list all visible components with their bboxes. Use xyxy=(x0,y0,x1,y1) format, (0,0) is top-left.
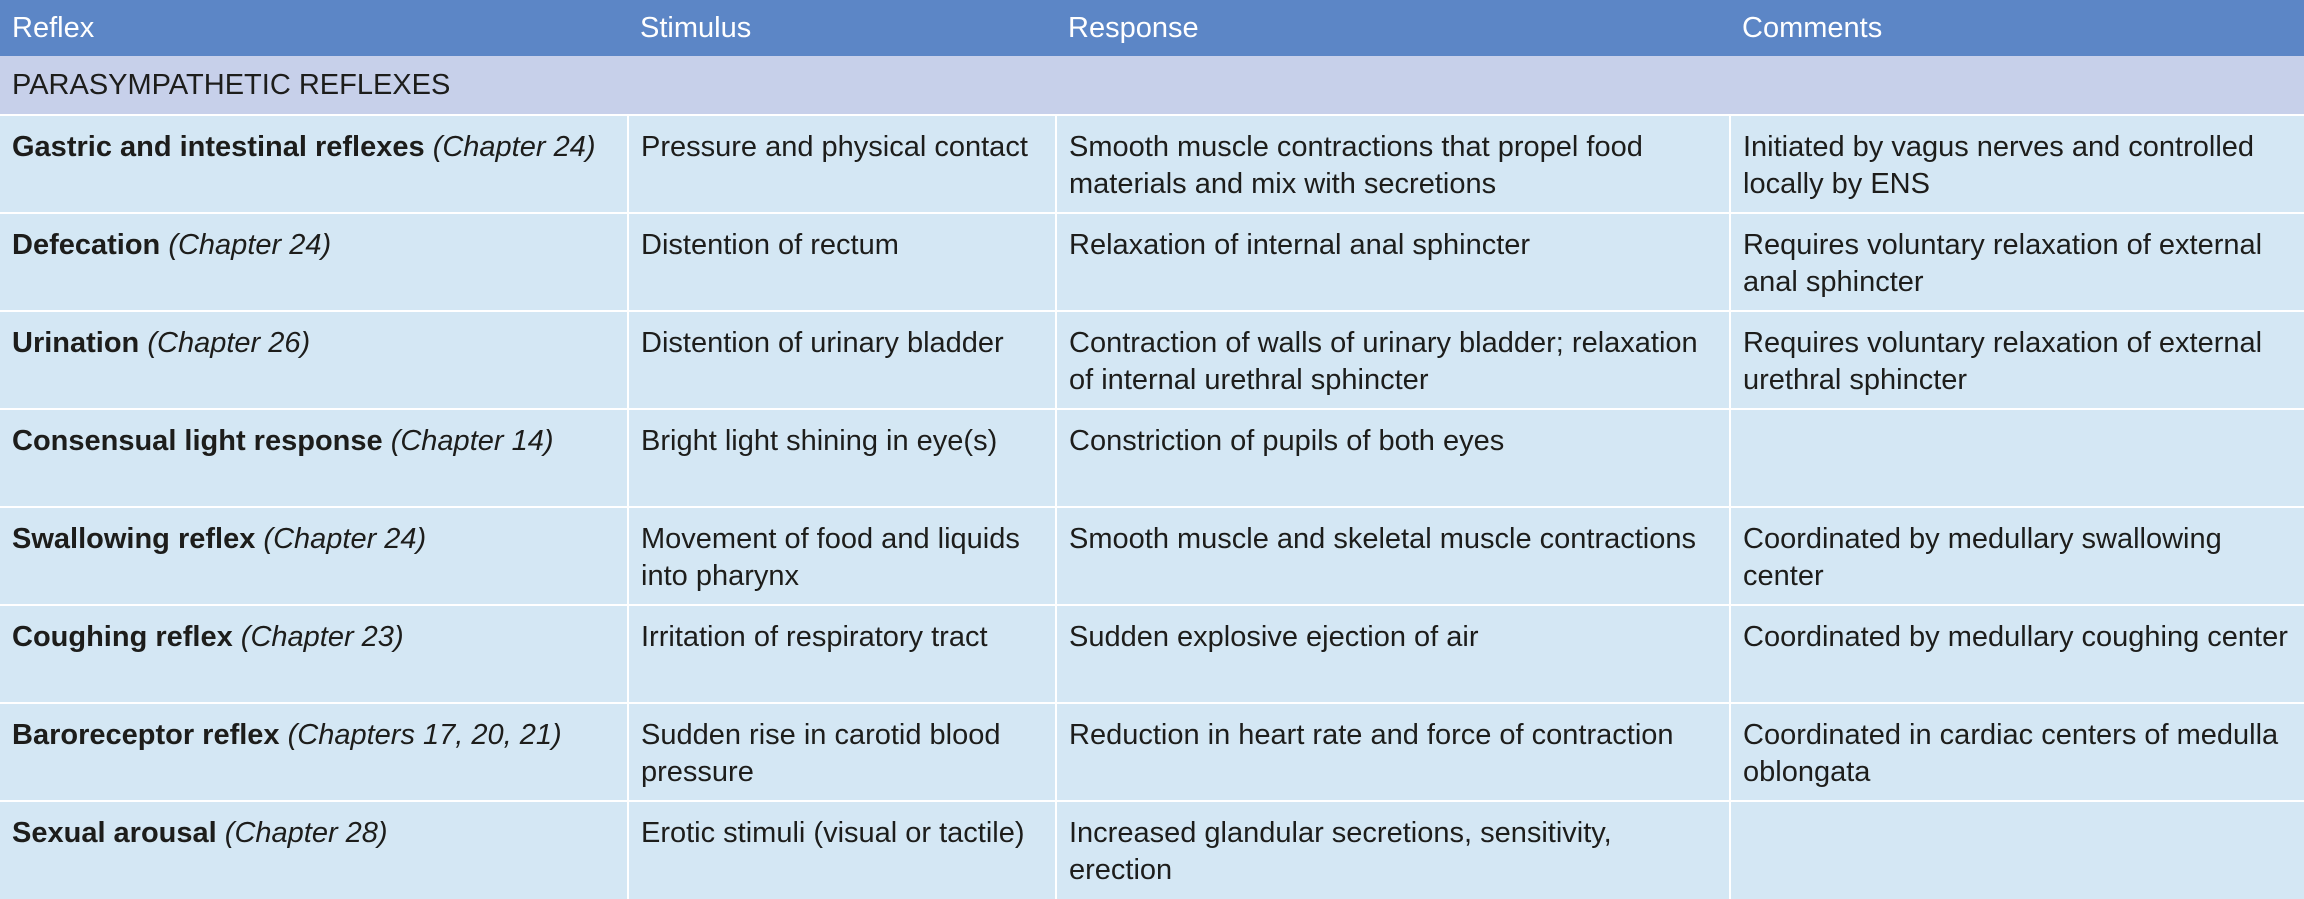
reflex-chapter: (Chapter 24) xyxy=(432,131,596,163)
reflex-name: Swallowing reflex xyxy=(12,523,256,555)
reflex-name: Sexual arousal xyxy=(12,817,217,849)
stimulus-cell: Distention of rectum xyxy=(628,213,1056,311)
reflex-name: Defecation xyxy=(12,229,161,261)
response-cell: Contraction of walls of urinary bladder; relaxation of internal urethral sphincter xyxy=(1056,311,1730,409)
reflex-cell xyxy=(0,213,628,311)
comments-cell: Initiated by vagus nerves and controlled locally by ENS xyxy=(1730,115,2304,213)
stimulus-cell: Distention of urinary bladder xyxy=(628,311,1056,409)
stimulus-cell: Movement of food and liquids into pharynx xyxy=(628,507,1056,605)
comments-cell: Coordinated by medullary swallowing center xyxy=(1730,507,2304,605)
reflex-name: Baroreceptor reflex xyxy=(12,719,280,751)
comments-cell: Coordinated by medullary coughing center xyxy=(1730,605,2304,703)
reflex-cell xyxy=(0,115,628,213)
reflex-name: Urination xyxy=(12,327,140,359)
reflex-chapter: (Chapter 24) xyxy=(263,523,427,555)
comments-cell: Requires voluntary relaxation of external urethral sphincter xyxy=(1730,311,2304,409)
reflex-chapter: (Chapter 24) xyxy=(168,229,332,261)
reflex-name: Coughing reflex xyxy=(12,621,233,653)
section-row xyxy=(0,56,2304,115)
header-response: Response xyxy=(1068,11,1199,44)
table-row xyxy=(0,213,2304,311)
table-row xyxy=(0,115,2304,213)
reflex-cell xyxy=(0,801,628,899)
reflex-cell xyxy=(0,703,628,801)
stimulus-cell: Pressure and physical contact xyxy=(628,115,1056,213)
reflex-cell xyxy=(0,409,628,507)
table-row xyxy=(0,409,2304,507)
comments-cell: Coordinated in cardiac centers of medulla oblongata xyxy=(1730,703,2304,801)
stimulus-cell: Irritation of respiratory tract xyxy=(628,605,1056,703)
table-row xyxy=(0,605,2304,703)
header-row xyxy=(0,0,2304,56)
reflex-chapter: (Chapters 17, 20, 21) xyxy=(287,719,562,751)
response-cell: Constriction of pupils of both eyes xyxy=(1056,409,1730,507)
section-title: PARASYMPATHETIC REFLEXES xyxy=(0,56,2304,115)
table-row xyxy=(0,311,2304,409)
stimulus-cell: Bright light shining in eye(s) xyxy=(628,409,1056,507)
reflex-cell xyxy=(0,605,628,703)
reflex-cell xyxy=(0,311,628,409)
reflex-chapter: (Chapter 28) xyxy=(224,817,388,849)
response-cell: Relaxation of internal anal sphincter xyxy=(1056,213,1730,311)
comments-cell xyxy=(1730,801,2304,899)
table-row xyxy=(0,507,2304,605)
header-reflex: Reflex xyxy=(12,11,95,44)
reflex-chapter: (Chapter 23) xyxy=(240,621,404,653)
table-body xyxy=(0,56,2304,899)
response-cell: Smooth muscle contractions that propel food materials and mix with secretions xyxy=(1056,115,1730,213)
response-cell: Smooth muscle and skeletal muscle contractions xyxy=(1056,507,1730,605)
comments-cell xyxy=(1730,409,2304,507)
response-cell: Sudden explosive ejection of air xyxy=(1056,605,1730,703)
reflex-chapter: (Chapter 26) xyxy=(147,327,311,359)
reflex-name: Gastric and intestinal reflexes xyxy=(12,131,425,163)
header-stimulus: Stimulus xyxy=(640,11,752,44)
header-comments: Comments xyxy=(1742,11,1883,44)
stimulus-cell: Sudden rise in carotid blood pressure xyxy=(628,703,1056,801)
table-row xyxy=(0,801,2304,899)
response-cell: Reduction in heart rate and force of contraction xyxy=(1056,703,1730,801)
table-row xyxy=(0,703,2304,801)
reflex-chapter: (Chapter 14) xyxy=(390,425,554,457)
reflex-cell xyxy=(0,507,628,605)
response-cell: Increased glandular secretions, sensitivity, erection xyxy=(1056,801,1730,899)
table-header xyxy=(0,0,2304,56)
comments-cell: Requires voluntary relaxation of external anal sphincter xyxy=(1730,213,2304,311)
stimulus-cell: Erotic stimuli (visual or tactile) xyxy=(628,801,1056,899)
reflex-name: Consensual light response xyxy=(12,425,383,457)
